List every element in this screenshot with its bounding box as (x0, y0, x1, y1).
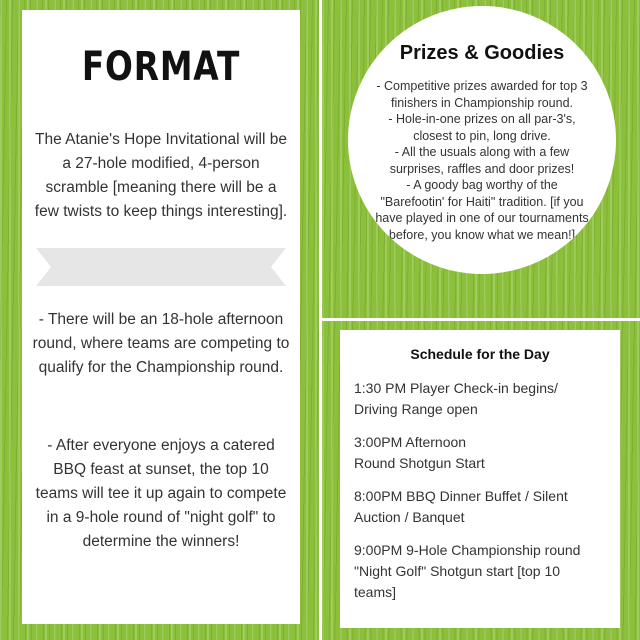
schedule-item-line: 9:00PM 9-Hole Championship round (354, 542, 581, 558)
schedule-item-line: Driving Range open (354, 401, 478, 417)
prizes-line: - Competitive prizes awarded for top 3 (376, 79, 588, 93)
ribbon-divider (36, 248, 286, 286)
format-intro-text: The Atanie's Hope Invitational will be a 27-hole modified, 4-person scramble [meaning there will be a few twists to keep things interesting]. (34, 131, 288, 220)
prizes-title: Prizes & Goodies (399, 42, 565, 64)
prizes-line: - Hole-in-one prizes on all par-3's, (388, 112, 576, 126)
prizes-line: surprises, raffles and door prizes! (389, 161, 575, 176)
format-title: FORMAT (81, 44, 241, 90)
schedule-item-line: 8:00PM BBQ Dinner Buffet / Silent (354, 488, 568, 504)
prizes-line: "Barefootin' for Haiti" tradition. [if you (380, 194, 584, 209)
prizes-line: have played in one of our tournaments (375, 211, 589, 225)
prizes-line: - All the usuals along with a few (394, 145, 570, 159)
schedule-item-afternoon-round (354, 432, 612, 474)
schedule-item-checkin (354, 378, 612, 420)
prizes-line: before, you know what we mean!] (388, 227, 576, 242)
schedule-item-line: teams] (354, 584, 397, 600)
schedule-item-line: 3:00PM Afternoon (354, 434, 467, 450)
prizes-text (348, 78, 616, 243)
prizes-line: finishers in Championship round. (390, 95, 574, 110)
prizes-circle (348, 6, 616, 274)
schedule-item-line: Auction / Banquet (354, 509, 465, 525)
schedule-item-line: "Night Golf" Shotgun start [top 10 (354, 563, 561, 579)
prizes-line: - A goody bag worthy of the (406, 178, 558, 192)
format-card (22, 10, 300, 624)
format-point-night-golf: - After everyone enjoys a catered BBQ feast at sunset, the top 10 teams will tee it up again to compete in a 9-hole round of "night golf" to determine the winners! (35, 437, 287, 550)
schedule-item-line: 1:30 PM Player Check-in begins/ (354, 380, 558, 396)
schedule-item-championship-round (354, 540, 612, 603)
format-point-afternoon-round: - There will be an 18-hole afternoon round, where teams are competing to qualify for the Championship round. (32, 311, 290, 376)
schedule-item-line: Round Shotgun Start (354, 455, 485, 471)
schedule-title: Schedule for the Day (410, 346, 550, 362)
prizes-line: closest to pin, long drive. (413, 128, 551, 143)
schedule-item-bbq-dinner (354, 486, 612, 528)
schedule-card (340, 330, 620, 628)
